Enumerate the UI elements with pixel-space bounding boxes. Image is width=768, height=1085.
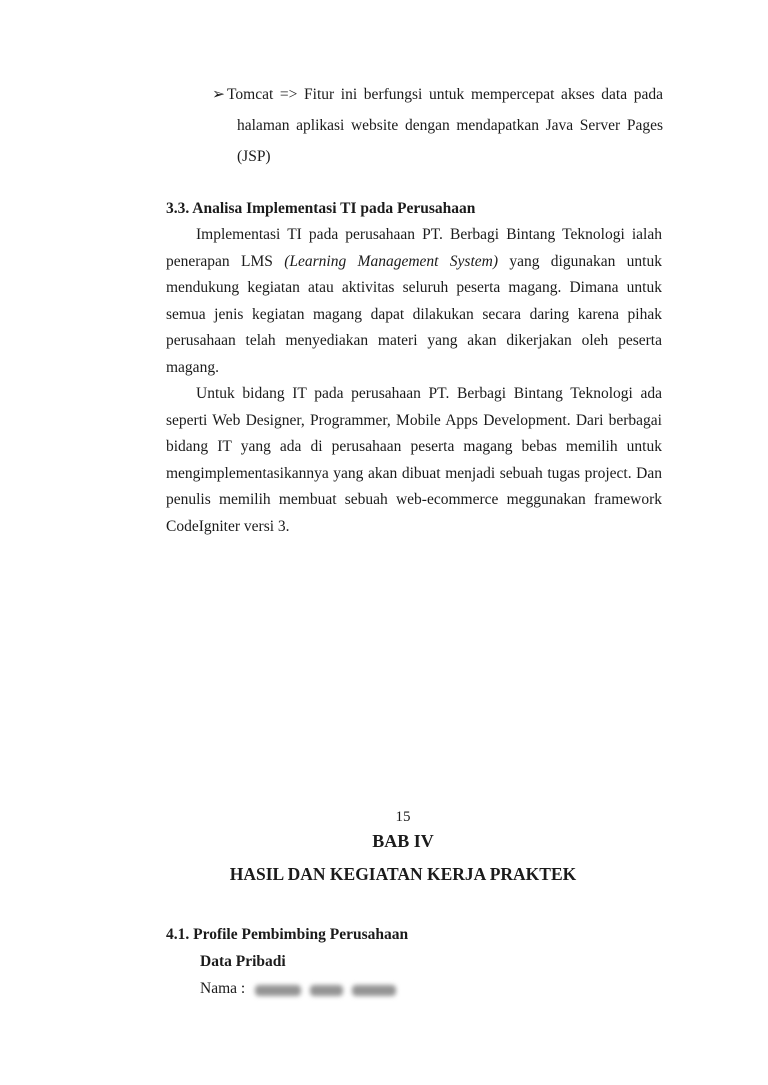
data-pribadi-subheading: Data Pribadi	[200, 953, 286, 970]
section-4-1	[166, 921, 662, 1003]
name-label: Nama :	[200, 980, 246, 997]
chapter-heading-block	[150, 806, 656, 887]
name-line	[200, 975, 662, 1003]
paragraph-implementasi-italic: (Learning Management System)	[284, 252, 498, 270]
chapter-subtitle: HASIL DAN KEGIATAN KERJA PRAKTEK	[229, 864, 577, 884]
chapter-title: BAB IV	[372, 831, 434, 851]
redacted-name	[255, 976, 396, 1003]
bullet-arrow-icon: ➢	[212, 86, 225, 103]
bullet-text: Tomcat => Fitur ini berfungsi untuk mempercepat akses data pada halaman aplikasi website dengan mendapatkan Java Server Pages (JSP)	[227, 86, 663, 165]
redacted-name-blob-1	[255, 985, 301, 996]
redacted-name-blob-2	[310, 985, 343, 996]
paragraph-implementasi-text: Implementasi TI pada perusahaan PT. Berbagi Bintang Teknologi ialah penerapan LMS	[166, 226, 662, 270]
bullet-item-tomcat	[212, 79, 663, 172]
page-number: 15	[395, 809, 411, 825]
section-4-1-heading: 4.1. Profile Pembimbing Perusahaan	[166, 926, 409, 943]
paragraph-implementasi	[166, 222, 662, 381]
paragraph-bidang-it: Untuk bidang IT pada perusahaan PT. Berbagi Bintang Teknologi ada seperti Web Designer, Programmer, Mobile Apps Development. Dari berbagai bidang IT yang ada di perusahaan peserta magang bebas memilih untuk mengimplementasikannya yang akan dibuat menjadi sebuah tugas project. Dan penulis memilih membuat sebuah web-ecommerce meggunakan framework CodeIgniter versi 3.	[166, 385, 662, 535]
redacted-name-blob-3	[352, 985, 396, 996]
section-3-3-heading: 3.3. Analisa Implementasi TI pada Perusahaan	[166, 200, 476, 217]
section-3-3	[166, 196, 662, 540]
paragraph-implementasi-text-cont: yang digunakan untuk mendukung kegiatan atau aktivitas seluruh peserta magang. Dimana untuk semua jenis kegiatan magang dapat dilakukan secara daring karena pihak perusahaan telah menyediakan materi yang akan dikerjakan oleh peserta magang.	[166, 252, 662, 376]
